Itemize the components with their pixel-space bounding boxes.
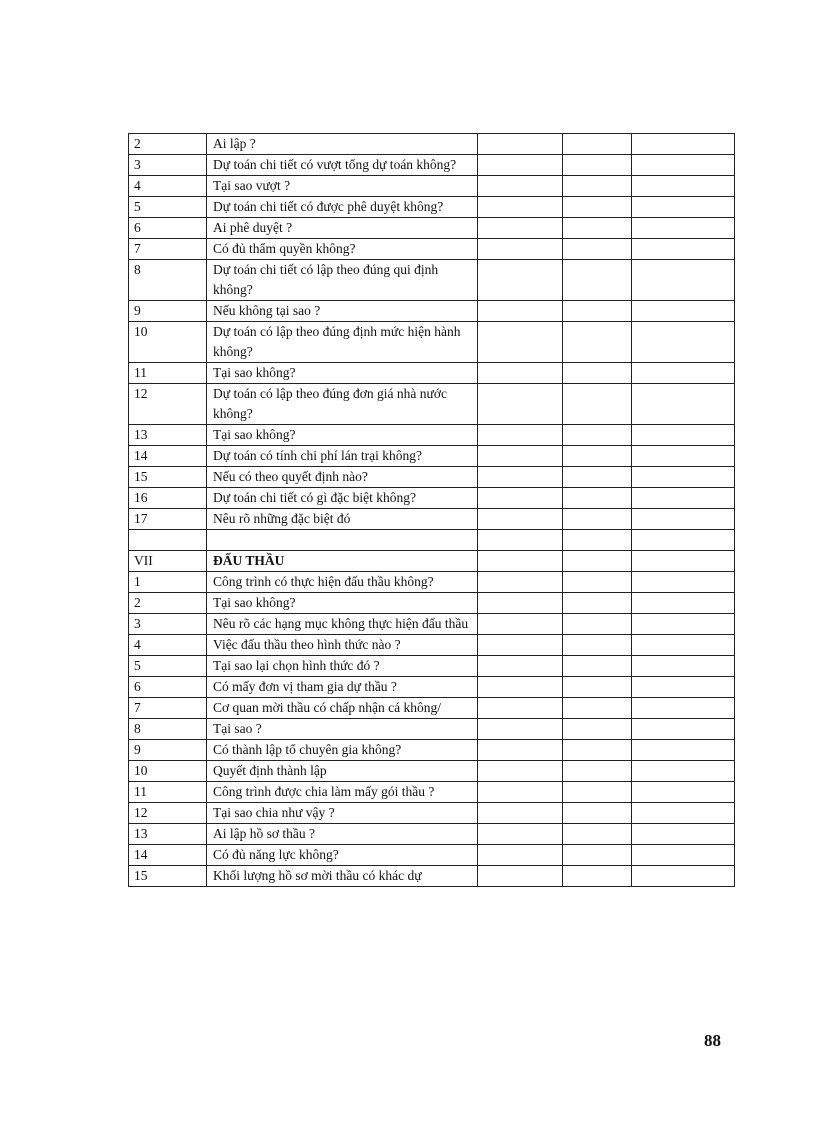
answer-cell-3: [632, 656, 735, 677]
answer-cell-3: [632, 509, 735, 530]
table-row: [129, 322, 735, 363]
table-row: [129, 155, 735, 176]
question-text: Tại sao ?: [207, 719, 478, 740]
question-text: Dự toán có lập theo đúng đơn giá nhà nước không?: [207, 384, 478, 425]
answer-cell-3: [632, 425, 735, 446]
table-row: [129, 446, 735, 467]
answer-cell-1: [478, 509, 563, 530]
answer-cell-1: [478, 677, 563, 698]
answer-cell-3: [632, 866, 735, 887]
question-text: Quyết định thành lập: [207, 761, 478, 782]
answer-cell-3: [632, 363, 735, 384]
answer-cell-2: [563, 197, 632, 218]
table-row: [129, 614, 735, 635]
answer-cell-1: [478, 530, 563, 551]
row-number: 4: [129, 635, 207, 656]
answer-cell-2: [563, 572, 632, 593]
row-number: 2: [129, 593, 207, 614]
question-text: Nếu không tại sao ?: [207, 301, 478, 322]
answer-cell-2: [563, 656, 632, 677]
answer-cell-3: [632, 239, 735, 260]
answer-cell-1: [478, 301, 563, 322]
answer-cell-3: [632, 698, 735, 719]
answer-cell-3: [632, 782, 735, 803]
row-number: 9: [129, 301, 207, 322]
row-number: 3: [129, 614, 207, 635]
row-number: 5: [129, 197, 207, 218]
question-text: Ai phê duyệt ?: [207, 218, 478, 239]
table-row: [129, 803, 735, 824]
answer-cell-2: [563, 719, 632, 740]
question-text: Tại sao lại chọn hình thức đó ?: [207, 656, 478, 677]
question-text: Có đủ thẩm quyền không?: [207, 239, 478, 260]
table-row: [129, 551, 735, 572]
checklist-table-container: [128, 133, 735, 887]
table-row: [129, 467, 735, 488]
table-row: [129, 866, 735, 887]
answer-cell-1: [478, 425, 563, 446]
answer-cell-1: [478, 782, 563, 803]
question-text: Có đủ năng lực không?: [207, 845, 478, 866]
answer-cell-1: [478, 845, 563, 866]
table-row: [129, 845, 735, 866]
table-row: [129, 719, 735, 740]
answer-cell-1: [478, 446, 563, 467]
answer-cell-2: [563, 446, 632, 467]
row-number: 8: [129, 719, 207, 740]
answer-cell-2: [563, 218, 632, 239]
row-number: 11: [129, 782, 207, 803]
answer-cell-1: [478, 322, 563, 363]
answer-cell-3: [632, 635, 735, 656]
answer-cell-1: [478, 239, 563, 260]
answer-cell-2: [563, 322, 632, 363]
table-body: [129, 134, 735, 887]
table-row: [129, 260, 735, 301]
answer-cell-3: [632, 134, 735, 155]
answer-cell-1: [478, 260, 563, 301]
row-number: 10: [129, 761, 207, 782]
answer-cell-1: [478, 155, 563, 176]
answer-cell-2: [563, 866, 632, 887]
section-heading: ĐẤU THẦU: [207, 551, 478, 572]
table-row: [129, 134, 735, 155]
answer-cell-2: [563, 740, 632, 761]
answer-cell-1: [478, 384, 563, 425]
answer-cell-2: [563, 803, 632, 824]
question-text: Có thành lập tổ chuyên gia không?: [207, 740, 478, 761]
question-text: Có mấy đơn vị tham gia dự thầu ?: [207, 677, 478, 698]
answer-cell-2: [563, 698, 632, 719]
answer-cell-1: [478, 719, 563, 740]
answer-cell-2: [563, 488, 632, 509]
table-row: [129, 593, 735, 614]
table-row: [129, 509, 735, 530]
row-number: 1: [129, 572, 207, 593]
answer-cell-1: [478, 467, 563, 488]
table-row: [129, 698, 735, 719]
question-text: Dự toán chi tiết có lập theo đúng qui định không?: [207, 260, 478, 301]
answer-cell-2: [563, 134, 632, 155]
answer-cell-2: [563, 239, 632, 260]
row-number: 9: [129, 740, 207, 761]
answer-cell-1: [478, 197, 563, 218]
answer-cell-2: [563, 761, 632, 782]
row-number: 11: [129, 363, 207, 384]
answer-cell-3: [632, 572, 735, 593]
row-number: 15: [129, 467, 207, 488]
row-number: 17: [129, 509, 207, 530]
row-number: [129, 530, 207, 551]
answer-cell-2: [563, 677, 632, 698]
answer-cell-1: [478, 866, 563, 887]
table-row: [129, 572, 735, 593]
answer-cell-1: [478, 551, 563, 572]
answer-cell-3: [632, 551, 735, 572]
row-number: VII: [129, 551, 207, 572]
answer-cell-2: [563, 845, 632, 866]
answer-cell-1: [478, 176, 563, 197]
row-number: 12: [129, 803, 207, 824]
row-number: 14: [129, 446, 207, 467]
table-row: [129, 363, 735, 384]
table-row: [129, 384, 735, 425]
question-text: Dự toán có lập theo đúng định mức hiện hành không?: [207, 322, 478, 363]
answer-cell-3: [632, 218, 735, 239]
row-number: 16: [129, 488, 207, 509]
answer-cell-1: [478, 614, 563, 635]
table-row: [129, 425, 735, 446]
answer-cell-2: [563, 260, 632, 301]
table-row: [129, 824, 735, 845]
answer-cell-1: [478, 698, 563, 719]
answer-cell-3: [632, 260, 735, 301]
answer-cell-3: [632, 176, 735, 197]
table-row: [129, 530, 735, 551]
row-number: 3: [129, 155, 207, 176]
row-number: 14: [129, 845, 207, 866]
answer-cell-1: [478, 593, 563, 614]
row-number: 15: [129, 866, 207, 887]
row-number: 7: [129, 239, 207, 260]
row-number: 13: [129, 824, 207, 845]
table-row: [129, 239, 735, 260]
answer-cell-3: [632, 740, 735, 761]
table-row: [129, 176, 735, 197]
answer-cell-3: [632, 677, 735, 698]
question-text: Tại sao không?: [207, 425, 478, 446]
question-text: Việc đấu thầu theo hình thức nào ?: [207, 635, 478, 656]
question-text: Tại sao không?: [207, 363, 478, 384]
answer-cell-3: [632, 803, 735, 824]
answer-cell-3: [632, 197, 735, 218]
table-row: [129, 656, 735, 677]
table-row: [129, 635, 735, 656]
table-row: [129, 301, 735, 322]
answer-cell-2: [563, 155, 632, 176]
row-number: 4: [129, 176, 207, 197]
answer-cell-3: [632, 467, 735, 488]
answer-cell-2: [563, 176, 632, 197]
question-text: Dự toán có tính chi phí lán trại không?: [207, 446, 478, 467]
answer-cell-2: [563, 425, 632, 446]
answer-cell-3: [632, 593, 735, 614]
question-text: Công trình được chia làm mấy gói thầu ?: [207, 782, 478, 803]
answer-cell-2: [563, 551, 632, 572]
row-number: 13: [129, 425, 207, 446]
question-text: Ai lập hồ sơ thầu ?: [207, 824, 478, 845]
table-row: [129, 740, 735, 761]
question-text: Cơ quan mời thầu có chấp nhận cá không/: [207, 698, 478, 719]
table-row: [129, 782, 735, 803]
answer-cell-2: [563, 824, 632, 845]
answer-cell-1: [478, 635, 563, 656]
answer-cell-3: [632, 488, 735, 509]
row-number: 6: [129, 218, 207, 239]
row-number: 6: [129, 677, 207, 698]
answer-cell-2: [563, 467, 632, 488]
answer-cell-2: [563, 530, 632, 551]
answer-cell-3: [632, 155, 735, 176]
answer-cell-3: [632, 845, 735, 866]
answer-cell-3: [632, 824, 735, 845]
answer-cell-3: [632, 761, 735, 782]
answer-cell-1: [478, 134, 563, 155]
question-text: Khối lượng hồ sơ mời thầu có khác dự: [207, 866, 478, 887]
answer-cell-1: [478, 824, 563, 845]
question-text: Dự toán chi tiết có được phê duyệt không?: [207, 197, 478, 218]
row-number: 10: [129, 322, 207, 363]
row-number: 8: [129, 260, 207, 301]
answer-cell-3: [632, 301, 735, 322]
answer-cell-2: [563, 363, 632, 384]
page-number: 88: [704, 1031, 721, 1050]
row-number: 2: [129, 134, 207, 155]
answer-cell-3: [632, 322, 735, 363]
table-row: [129, 197, 735, 218]
answer-cell-1: [478, 572, 563, 593]
question-text: Tại sao không?: [207, 593, 478, 614]
question-text: Dự toán chi tiết có vượt tổng dự toán không?: [207, 155, 478, 176]
answer-cell-1: [478, 761, 563, 782]
answer-cell-3: [632, 614, 735, 635]
answer-cell-3: [632, 719, 735, 740]
table-row: [129, 677, 735, 698]
answer-cell-2: [563, 593, 632, 614]
answer-cell-1: [478, 218, 563, 239]
answer-cell-3: [632, 446, 735, 467]
row-number: 12: [129, 384, 207, 425]
answer-cell-1: [478, 656, 563, 677]
table-row: [129, 488, 735, 509]
answer-cell-2: [563, 614, 632, 635]
question-text: Tại sao vượt ?: [207, 176, 478, 197]
table-row: [129, 218, 735, 239]
question-text: Nếu có theo quyết định nào?: [207, 467, 478, 488]
question-text: [207, 530, 478, 551]
answer-cell-2: [563, 301, 632, 322]
answer-cell-2: [563, 635, 632, 656]
answer-cell-3: [632, 384, 735, 425]
question-text: Tại sao chia như vậy ?: [207, 803, 478, 824]
question-text: Nêu rõ các hạng mục không thực hiện đấu thầu: [207, 614, 478, 635]
answer-cell-1: [478, 488, 563, 509]
question-text: Ai lập ?: [207, 134, 478, 155]
answer-cell-1: [478, 740, 563, 761]
row-number: 7: [129, 698, 207, 719]
question-text: Công trình có thực hiện đấu thầu không?: [207, 572, 478, 593]
answer-cell-2: [563, 509, 632, 530]
answer-cell-3: [632, 530, 735, 551]
audit-checklist-table: [128, 133, 735, 887]
answer-cell-1: [478, 363, 563, 384]
answer-cell-2: [563, 782, 632, 803]
question-text: Dự toán chi tiết có gì đặc biệt không?: [207, 488, 478, 509]
answer-cell-2: [563, 384, 632, 425]
row-number: 5: [129, 656, 207, 677]
question-text: Nêu rõ những đặc biệt đó: [207, 509, 478, 530]
table-row: [129, 761, 735, 782]
answer-cell-1: [478, 803, 563, 824]
